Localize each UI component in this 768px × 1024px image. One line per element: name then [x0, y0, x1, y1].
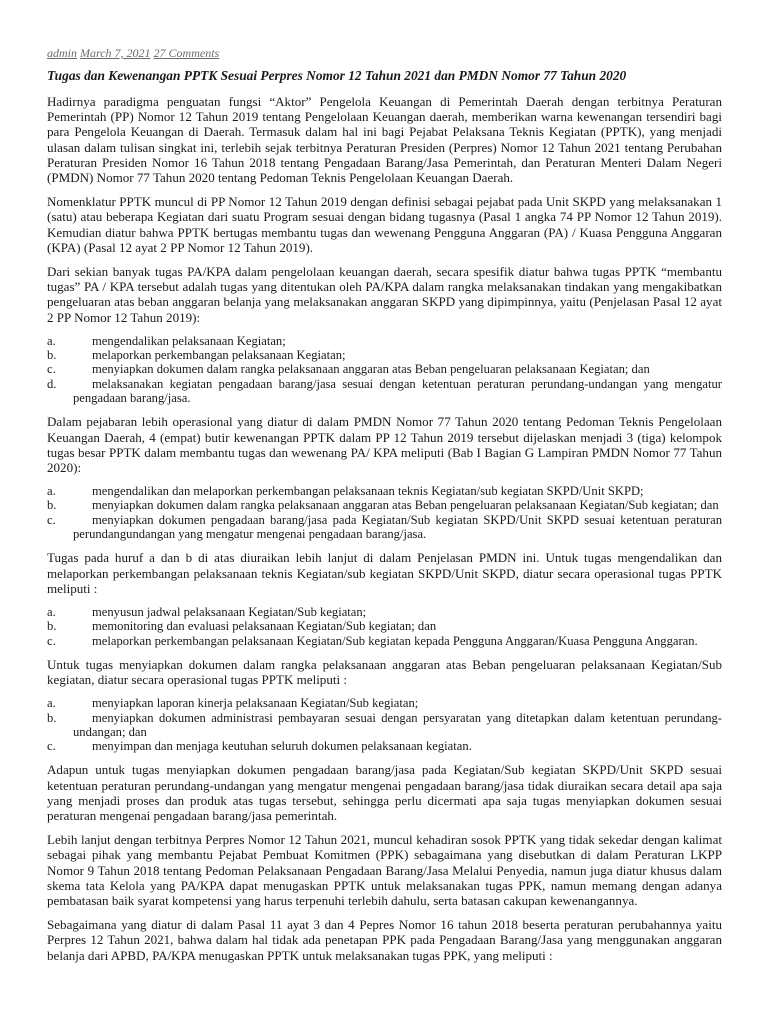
paragraph-2: Nomenklatur PPTK muncul di PP Nomor 12 Tahun 2019 dengan definisi sebagai pejabat pada Unit SKPD yang melaksanakan 1 (satu) atau beberapa Kegiatan dari suatu Program sesuai dengan bidang tugasnya (Pasal 1 angka 74 PP Nomor 12 Tahun 2019). Kemudian diatur bahwa PPTK bertugas membantu tugas dan wewenang Pengguna Anggaran (PA) / Kuasa Pengguna Anggaran (KPA) (Pasal 12 ayat 2 PP Nomor 12 Tahun 2019). — [47, 194, 722, 255]
list-item — [47, 484, 722, 498]
list-pp-tasks — [47, 334, 722, 405]
list-item — [47, 362, 722, 376]
paragraph-6: Untuk tugas menyiapkan dokumen dalam rangka pelaksanaan anggaran atas Beban pengeluaran pelaksanaan Kegiatan/Sub kegiatan, diatur secara operasional tugas PPTK meliputi : — [47, 656, 722, 688]
list-item — [47, 696, 722, 710]
list-marker: a. — [47, 604, 56, 619]
list-document-tasks — [47, 696, 722, 753]
list-item-text: melaporkan perkembangan pelaksanaan Kegiatan; — [92, 348, 346, 363]
list-control-tasks — [47, 605, 722, 648]
list-item-text: menyiapkan dokumen dalam rangka pelaksanaan anggaran atas Beban pengeluaran pelaksanaan Kegiatan/Sub kegiatan; dan — [92, 498, 719, 513]
paragraph-8: Lebih lanjut dengan terbitnya Perpres Nomor 12 Tahun 2021, muncul kehadiran sosok PPTK yang tidak sekedar dengan kalimat sebagai pihak yang membantu Pejabat Pembuat Komitmen (PPK) sebagaimana yang disebutkan di dalam Peraturan LKPP Nomor 9 Tahun 2018 tentang Pedoman Pelaksanaan Pengadaan Barang/Jasa Melalui Penyedia, namun juga diatur khusus dalam skema tata Kelola yang PA/KPA dapat menugaskan PPTK untuk melaksanakan tugas PPK, namun memang dengan adanya pembatasan baik syarat kompetensi yang harus terpenuhi terlebih dahulu, serta batasan cakupan kewenangannya. — [47, 832, 722, 909]
list-marker: b. — [47, 348, 57, 363]
list-item-text: melaporkan perkembangan pelaksanaan Kegiatan/Sub kegiatan kepada Pengguna Anggaran/Kuasa Pengguna Anggaran. — [92, 633, 698, 648]
list-marker: b. — [47, 498, 57, 513]
list-marker: b. — [47, 710, 57, 725]
list-item-text: menyimpan dan menjaga keutuhan seluruh dokumen pelaksanaan kegiatan. — [92, 739, 472, 754]
list-item — [47, 619, 722, 633]
list-item-text: menyiapkan dokumen administrasi pembayaran sesuai dengan persyaratan yang ditetapkan dalam ketentuan perundang-undangan; dan — [73, 710, 722, 739]
date-link[interactable]: March 7, 2021 — [80, 46, 151, 60]
paragraph-7: Adapun untuk tugas menyiapkan dokumen pengadaan barang/jasa pada Kegiatan/Sub kegiatan SKPD/Unit SKPD sesuai ketentuan peraturan perundang-undangan yang mengatur mengenai pengadaan barang/jasa tidak diuraikan secara detail apa saja yang menjadi proses dan produk atas tugas tersebut, sehingga perlu dicermati apa saja tugas menyiapkan dokumen sesuai peraturan mengenai pengadaan barang/jasa pemerintah. — [47, 762, 722, 824]
paragraph-9: Sebagaimana yang diatur di dalam Pasal 11 ayat 3 dan 4 Pepres Nomor 16 tahun 2018 beserta peraturan perubahannya yaitu Perpres 12 Tahun 2021, bahwa dalam hal tidak ada penetapan PPK pada Pengadaan Barang/Jasa yang menggunakan anggaran belanja dari APBD, PA/KPA menugaskan PPTK untuk melaksanakan tugas PPK, yang meliputi : — [47, 917, 722, 963]
list-item-text: melaksanakan kegiatan pengadaan barang/jasa sesuai dengan ketentuan peraturan perundang-undangan yang mengatur pengadaan barang/jasa. — [73, 376, 722, 406]
list-item — [47, 498, 722, 512]
list-marker: c. — [47, 362, 56, 377]
list-marker: a. — [47, 696, 56, 711]
list-item — [47, 634, 722, 648]
list-item-text: menyiapkan dokumen pengadaan barang/jasa pada Kegiatan/Sub kegiatan SKPD/Unit SKPD sesuai ketentuan peraturan perundangundangan yang mengatur mengenai pengadaan barang/jasa. — [73, 512, 722, 542]
list-item — [47, 711, 722, 740]
article-title: Tugas dan Kewenangan PPTK Sesuai Perpres Nomor 12 Tahun 2021 dan PMDN Nomor 77 Tahun 2020 — [47, 68, 627, 83]
post-meta — [47, 46, 722, 60]
list-item — [47, 348, 722, 362]
list-item — [47, 334, 722, 348]
paragraph-5: Tugas pada huruf a dan b di atas diuraikan lebih lanjut di dalam Penjelasan PMDN ini. Untuk tugas mengendalikan dan melaporkan perkembangan pelaksanaan teknis Kegiatan/sub kegiatan SKPD/Unit SKPD, diatur secara operasional tugas PPTK meliputi : — [47, 550, 722, 596]
list-marker: b. — [47, 619, 57, 634]
list-marker: a. — [47, 484, 56, 499]
list-marker: c. — [47, 633, 56, 648]
list-item-text: menyusun jadwal pelaksanaan Kegiatan/Sub kegiatan; — [92, 604, 367, 619]
list-item — [47, 739, 722, 753]
list-item-text: mengendalikan dan melaporkan perkembangan pelaksanaan teknis Kegiatan/sub kegiatan SKPD/Unit SKPD; — [92, 484, 644, 499]
list-marker: c. — [47, 512, 56, 527]
list-item-text: menyiapkan dokumen dalam rangka pelaksanaan anggaran atas Beban pengeluaran pelaksanaan Kegiatan; dan — [92, 362, 650, 377]
paragraph-4: Dalam pejabaran lebih operasional yang diatur di dalam PMDN Nomor 77 Tahun 2020 tentang Pedoman Teknis Pengelolaan Keuangan Daerah, 4 (empat) butir kewenangan PPTK dalam PP 12 Tahun 2019 tersebut dijelaskan menjadi 3 (tiga) kelompok tugas besar PPTK dalam membantu tugas dan wewenang PA/ KPA meliputi (Bab I Bagian G Lampiran PMDN Nomor 77 Tahun 2020): — [47, 414, 722, 475]
list-item-text: memonitoring dan evaluasi pelaksanaan Kegiatan/Sub kegiatan; dan — [92, 619, 437, 634]
list-marker: a. — [47, 333, 56, 348]
list-item-text: menyiapkan laporan kinerja pelaksanaan Kegiatan/Sub kegiatan; — [92, 696, 419, 711]
paragraph-3: Dari sekian banyak tugas PA/KPA dalam pengelolaan keuangan daerah, secara spesifik diatur bahwa tugas PPTK “membantu tugas” PA / KPA tersebut adalah tugas yang ditentukan oleh PA/KPA dalam rangka melaksanakan tindakan yang mengakibatkan pengeluaran atas beban anggaran belanja yang melaksanakan anggaran SKPD yang dipimpinnya, yaitu (Penjelasan Pasal 12 ayat 2 PP Nomor 12 Tahun 2019): — [47, 264, 722, 325]
author-link[interactable]: admin — [47, 46, 77, 60]
list-marker: d. — [47, 376, 57, 391]
list-item-text: mengendalikan pelaksanaan Kegiatan; — [92, 333, 286, 348]
list-item — [47, 513, 722, 542]
comments-link[interactable]: 27 Comments — [153, 46, 220, 60]
paragraph-1: Hadirnya paradigma penguatan fungsi “Aktor” Pengelola Keuangan di Pemerintah Daerah dengan terbitnya Peraturan Pemerintah (PP) Nomor 12 Tahun 2019 tentang Pengelolaan Keuangan daerah, memberikan warna kewenangan tersendiri bagi para Pengelola Keuangan di Daerah. Termasuk dalam hal ini bagi Pejabat Pelaksana Teknis Kegiatan (PPTK), yang menjadi ulasan dalam tulisan singkat ini, terlebih sejak terbitnya Peraturan Presiden (Perpres) Nomor 12 Tahun 2021 tentang Perubahan Peraturan Presiden Nomor 16 Tahun 2018 tentang Pengadaan Barang/Jasa Pemerintah, dan Peraturan Menteri Dalam Negeri (PMDN) Nomor 77 Tahun 2020 tentang Pedoman Teknis Pengelolaan Keuangan Daerah. — [47, 94, 722, 186]
list-item — [47, 605, 722, 619]
list-marker: c. — [47, 739, 56, 754]
list-pmdn-groups — [47, 484, 722, 541]
list-item — [47, 377, 722, 406]
